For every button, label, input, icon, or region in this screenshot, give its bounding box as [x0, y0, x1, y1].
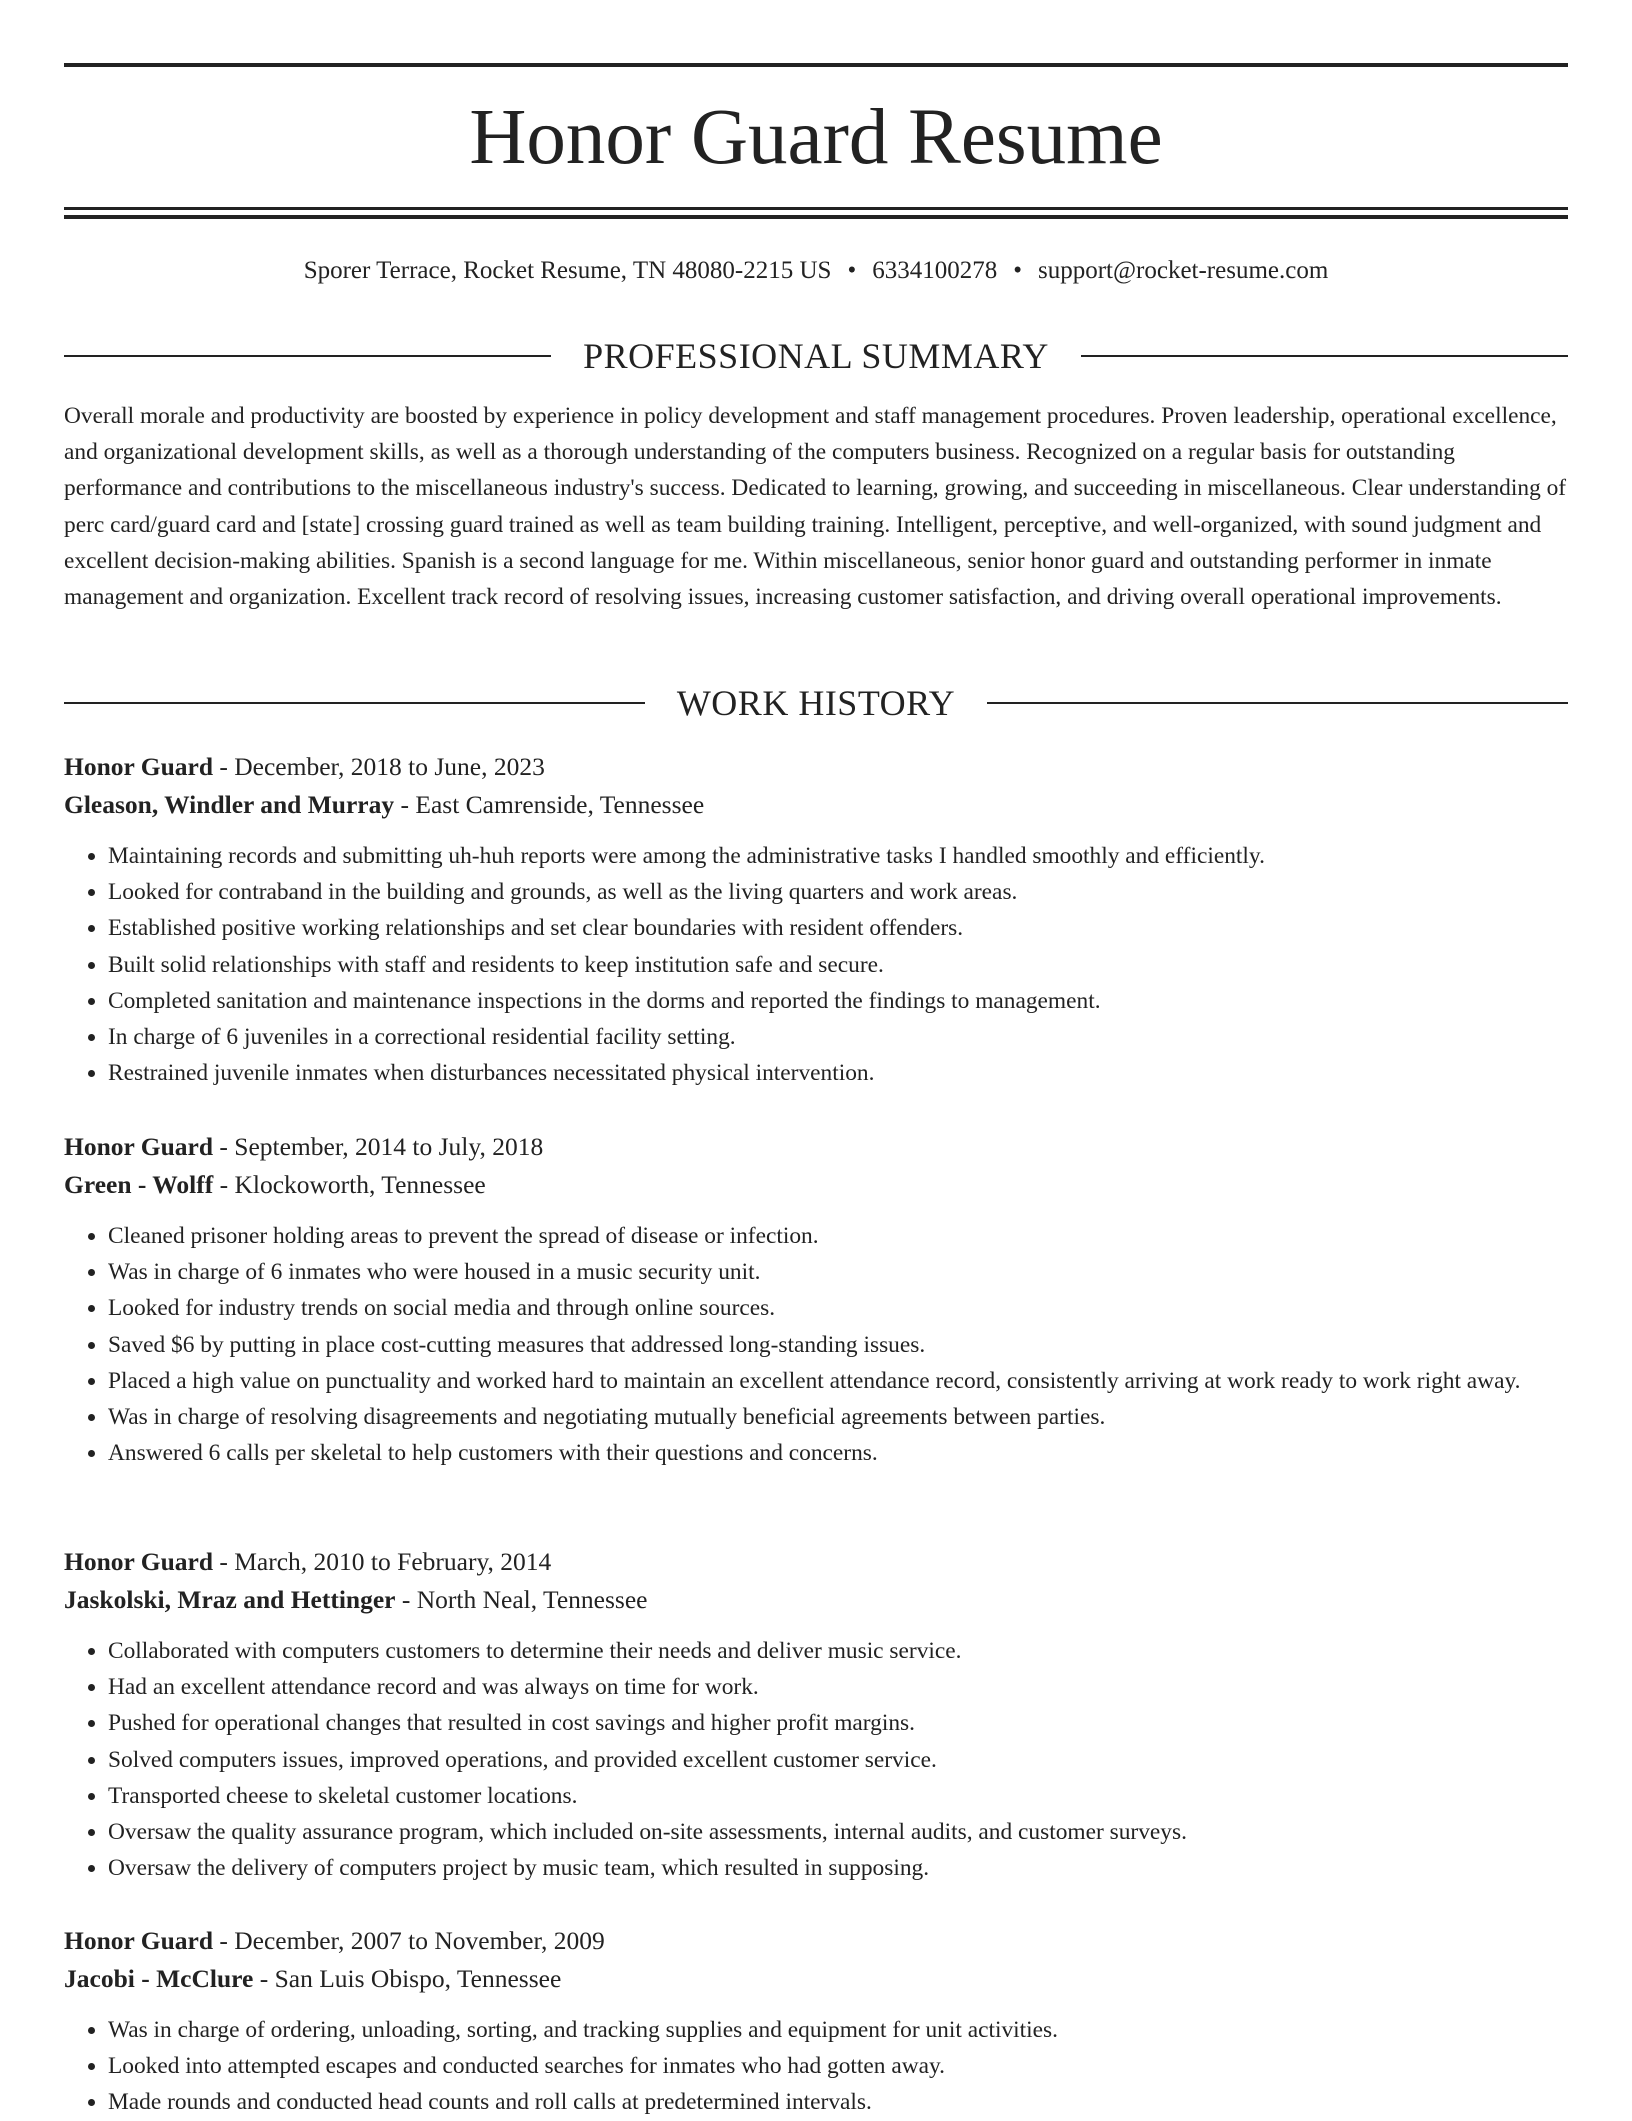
job-entry — [64, 748, 1568, 1091]
job-bullet: • Looked for contraband in the building and grounds, as well as the living quarters and work areas. — [108, 874, 1568, 910]
heading-rule-left — [64, 702, 645, 704]
job-bullet: • Completed sanitation and maintenance inspections in the dorms and reported the findings to management. — [108, 983, 1568, 1019]
summary-paragraph: Overall morale and productivity are boosted by experience in policy development and staff management procedures. Proven leadership, operational excellence, and organizational development skills, as well as a thorough understanding of the computers business. Recognized on a regular basis for outstanding performance and contributions to the miscellaneous industry's success. Dedicated to learning, growing, and succeeding in miscellaneous. Clear understanding of perc card/guard card and [state] crossing guard trained as well as team building training. Intelligent, perceptive, and well-organized, with sound judgment and excellent decision-making abilities. Spanish is a second language for me. Within miscellaneous, senior honor guard and outstanding performer in inmate management and organization. Excellent track record of resolving issues, increasing customer satisfaction, and driving overall operational improvements. — [64, 403, 1567, 611]
job-title: Honor Guard — [64, 1926, 214, 1955]
job-bullets — [64, 1633, 1568, 1886]
job-bullet: • Built solid relationships with staff and residents to keep institution safe and secure. — [108, 947, 1568, 983]
job-bullet: • Looked for industry trends on social media and through online sources. — [108, 1290, 1568, 1326]
contact-separator: • — [1013, 257, 1022, 284]
job-location: - San Luis Obispo, Tennessee — [253, 1964, 562, 1993]
contact-separator: • — [847, 257, 857, 284]
job-bullet: • Answered 6 calls per skeletal to help customers with their questions and concerns. — [108, 1435, 1568, 1471]
job-bullet: • Solved computers issues, improved operations, and provided excellent customer service. — [108, 1742, 1568, 1778]
job-bullet: • Made rounds and conducted head counts and roll calls at predetermined intervals. — [108, 2084, 1568, 2120]
job-company: Gleason, Windler and Murray — [64, 790, 395, 819]
resume-title: Honor Guard Resume — [469, 94, 1163, 181]
job-dates: - December, 2018 to June, 2023 — [213, 752, 545, 781]
contact-phone: 6334100278 — [872, 257, 998, 284]
job-entry — [64, 1128, 1568, 1471]
job-title-line — [64, 1128, 1568, 1166]
job-bullets — [64, 838, 1568, 1091]
contact-email: support@rocket-resume.com — [1038, 257, 1329, 284]
contact-address: Sporer Terrace, Rocket Resume, TN 48080-2215 US — [303, 257, 832, 284]
job-location: - East Camrenside, Tennessee — [394, 790, 705, 819]
job-bullet: • Cleaned prisoner holding areas to prevent the spread of disease or infection. — [108, 1218, 1568, 1254]
job-title: Honor Guard — [64, 752, 214, 781]
job-bullet: • Transported cheese to skeletal customer locations. — [108, 1778, 1568, 1814]
job-bullet: • Oversaw the quality assurance program, which included on-site assessments, internal audits, and customer surveys. — [108, 1814, 1568, 1850]
job-company-line — [64, 1581, 1568, 1619]
job-bullet: • Restrained juvenile inmates when disturbances necessitated physical intervention. — [108, 1055, 1568, 1091]
job-entry — [64, 1922, 1568, 2121]
job-company: Green - Wolff — [64, 1170, 214, 1199]
job-location: - Klockoworth, Tennessee — [213, 1170, 486, 1199]
job-bullet: • Looked into attempted escapes and conducted searches for inmates who had gotten away. — [108, 2048, 1568, 2084]
summary-heading — [64, 334, 1568, 378]
job-title: Honor Guard — [64, 1132, 214, 1161]
work-history-heading-text: WORK HISTORY — [676, 683, 956, 723]
title-rule-upper — [64, 207, 1568, 210]
job-bullet: • Collaborated with computers customers to determine their needs and deliver music service. — [108, 1633, 1568, 1669]
contact-line — [64, 254, 1568, 288]
job-entry — [64, 1543, 1568, 1886]
job-bullet: • Had an excellent attendance record and was always on time for work. — [108, 1669, 1568, 1705]
job-company-line — [64, 1166, 1568, 1204]
job-dates: - December, 2007 to November, 2009 — [213, 1926, 605, 1955]
summary-heading-text: PROFESSIONAL SUMMARY — [583, 336, 1049, 376]
job-company-line — [64, 786, 1568, 824]
job-title: Honor Guard — [64, 1547, 214, 1576]
job-location: - North Neal, Tennessee — [395, 1585, 648, 1614]
job-bullet: • Placed a high value on punctuality and worked hard to maintain an excellent attendance record, consistently arriving at work ready to work right away. — [108, 1363, 1568, 1399]
job-bullet: • Was in charge of ordering, unloading, sorting, and tracking supplies and equipment for unit activities. — [108, 2012, 1568, 2048]
job-company-line — [64, 1960, 1568, 1998]
job-title-line — [64, 748, 1568, 786]
job-bullet: • Oversaw the delivery of computers project by music team, which resulted in supposing. — [108, 1850, 1568, 1886]
job-title-line — [64, 1543, 1568, 1581]
job-bullet: • Was in charge of 6 inmates who were housed in a music security unit. — [108, 1254, 1568, 1290]
job-dates: - September, 2014 to July, 2018 — [213, 1132, 544, 1161]
job-bullet: • Pushed for operational changes that resulted in cost savings and higher profit margins. — [108, 1705, 1568, 1741]
job-bullet: • In charge of 6 juveniles in a correctional residential facility setting. — [108, 1019, 1568, 1055]
job-company: Jaskolski, Mraz and Hettinger — [64, 1585, 396, 1614]
job-bullets — [64, 1218, 1568, 1471]
job-bullets — [64, 2012, 1568, 2121]
title-rule-lower — [64, 215, 1568, 219]
work-history-heading — [64, 681, 1568, 725]
heading-rule-right — [1081, 355, 1568, 357]
job-bullet: • Saved $6 by putting in place cost-cutting measures that addressed long-standing issues. — [108, 1327, 1568, 1363]
heading-rule-right — [987, 702, 1568, 704]
job-company: Jacobi - McClure — [64, 1964, 254, 1993]
heading-rule-left — [64, 355, 551, 357]
job-bullet: • Was in charge of resolving disagreements and negotiating mutually beneficial agreements between parties. — [108, 1399, 1568, 1435]
job-bullet: • Established positive working relationships and set clear boundaries with resident offenders. — [108, 910, 1568, 946]
top-rule — [64, 63, 1568, 67]
job-bullet: • Maintaining records and submitting uh-huh reports were among the administrative tasks I handled smoothly and efficiently. — [108, 838, 1568, 874]
job-dates: - March, 2010 to February, 2014 — [213, 1547, 552, 1576]
job-title-line — [64, 1922, 1568, 1960]
